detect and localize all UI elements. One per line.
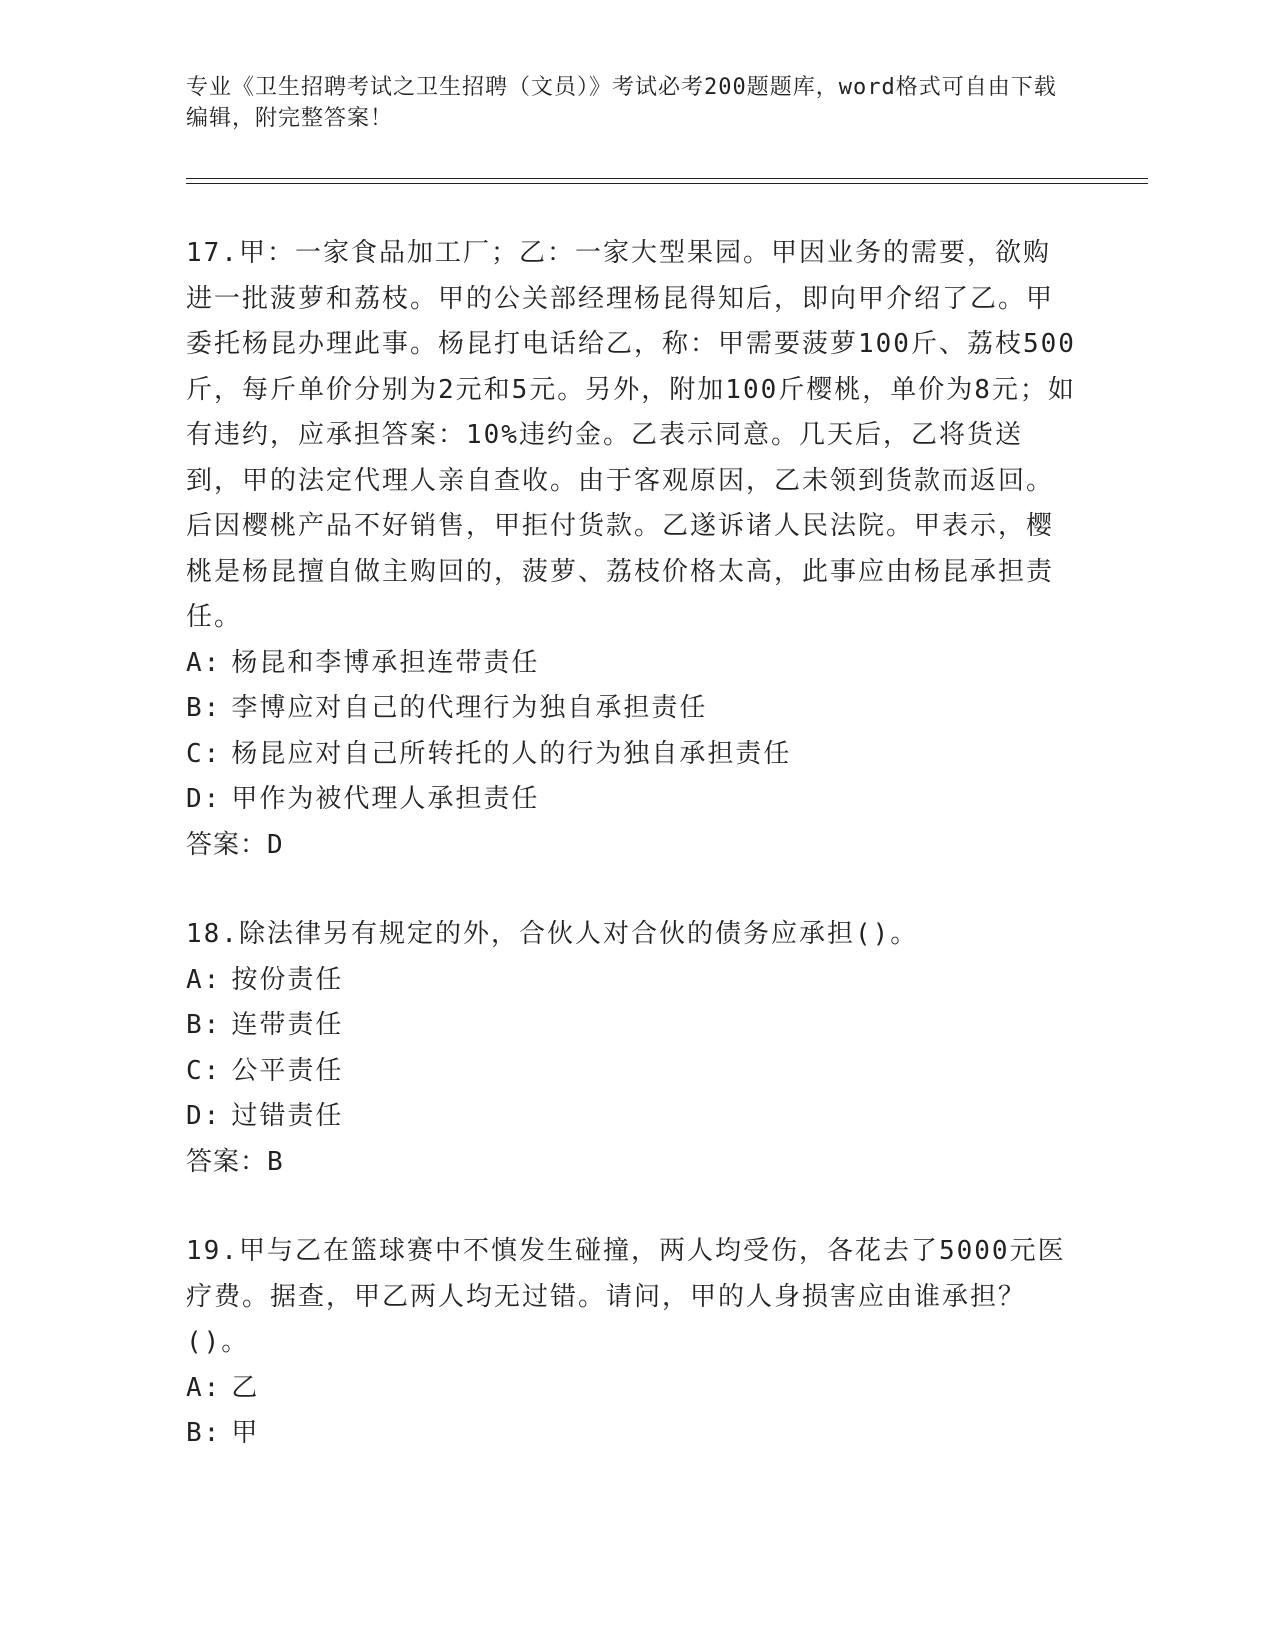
option-text: 杨昆和李博承担连带责任	[231, 647, 540, 678]
option-d	[186, 777, 1076, 823]
option-text: 甲	[231, 1418, 260, 1448]
option-c	[186, 732, 1076, 778]
header-rule-top	[186, 178, 1148, 179]
option-label: A:	[186, 964, 222, 995]
header-rule-bottom	[186, 183, 1148, 184]
option-d	[186, 1094, 1076, 1140]
option-label: D:	[186, 1101, 222, 1131]
option-c	[186, 1049, 1076, 1095]
option-label: B:	[186, 1418, 222, 1448]
option-text: 过错责任	[231, 1101, 344, 1131]
option-label: B:	[186, 1010, 222, 1040]
option-text: 甲作为被代理人承担责任	[231, 784, 540, 814]
option-text: 李博应对自己的代理行为独自承担责任	[231, 693, 708, 723]
question-18	[186, 912, 1076, 1185]
option-label: A:	[186, 1372, 222, 1403]
option-b	[186, 1411, 1076, 1457]
question-stem: 18.除法律另有规定的外，合伙人对合伙的债务应承担()。	[186, 919, 919, 949]
question-spacer	[186, 868, 1076, 912]
document-header: 专业《卫生招聘考试之卫生招聘（文员）》考试必考200题题库，word格式可自由下载编辑，附完整答案！	[186, 75, 1057, 131]
option-text: 连带责任	[231, 1010, 344, 1040]
option-text: 按份责任	[231, 964, 344, 995]
answer-line: 答案：D	[186, 829, 284, 860]
option-label: A:	[186, 647, 222, 678]
option-label: C:	[186, 1055, 222, 1086]
option-label: C:	[186, 738, 222, 769]
option-b	[186, 686, 1076, 732]
question-stem: 19.甲与乙在篮球赛中不慎发生碰撞，两人均受伤，各花去了5000元医疗费。据查，甲乙两人均无过错。请问，甲的人身损害应由谁承担？()。	[186, 1236, 1066, 1357]
option-label: B:	[186, 693, 222, 723]
question-19	[186, 1229, 1076, 1457]
question-stem: 17.甲：一家食品加工厂；乙：一家大型果园。甲因业务的需要，欲购进一批菠萝和荔枝。甲的公关部经理杨昆得知后，即向甲介绍了乙。甲委托杨昆办理此事。杨昆打电话给乙，称：甲需要菠萝100斤、荔枝500斤，每斤单价分别为2元和5元。另外，附加100斤樱桃，单价为8元；如有违约，应承担答案：10%违约金。乙表示同意。几天后，乙将货送到，甲的法定代理人亲自查收。由于客观原因，乙未领到货款而返回。后因樱桃产品不好销售，甲拒付货款。乙遂诉诸人民法院。甲表示，樱桃是杨昆擅自做主购回的，菠萝、荔枝价格太高，此事应由杨昆承担责任。	[186, 238, 1076, 632]
option-a	[186, 1366, 1076, 1412]
option-text: 乙	[231, 1372, 260, 1403]
question-17	[186, 231, 1076, 868]
option-label: D:	[186, 784, 222, 814]
question-list	[186, 231, 1076, 1457]
option-b	[186, 1003, 1076, 1049]
option-a	[186, 958, 1076, 1004]
question-spacer	[186, 1185, 1076, 1229]
option-a	[186, 641, 1076, 687]
answer-line: 答案：B	[186, 1146, 284, 1177]
option-text: 公平责任	[231, 1055, 344, 1086]
option-text: 杨昆应对自己所转托的人的行为独自承担责任	[231, 738, 792, 769]
